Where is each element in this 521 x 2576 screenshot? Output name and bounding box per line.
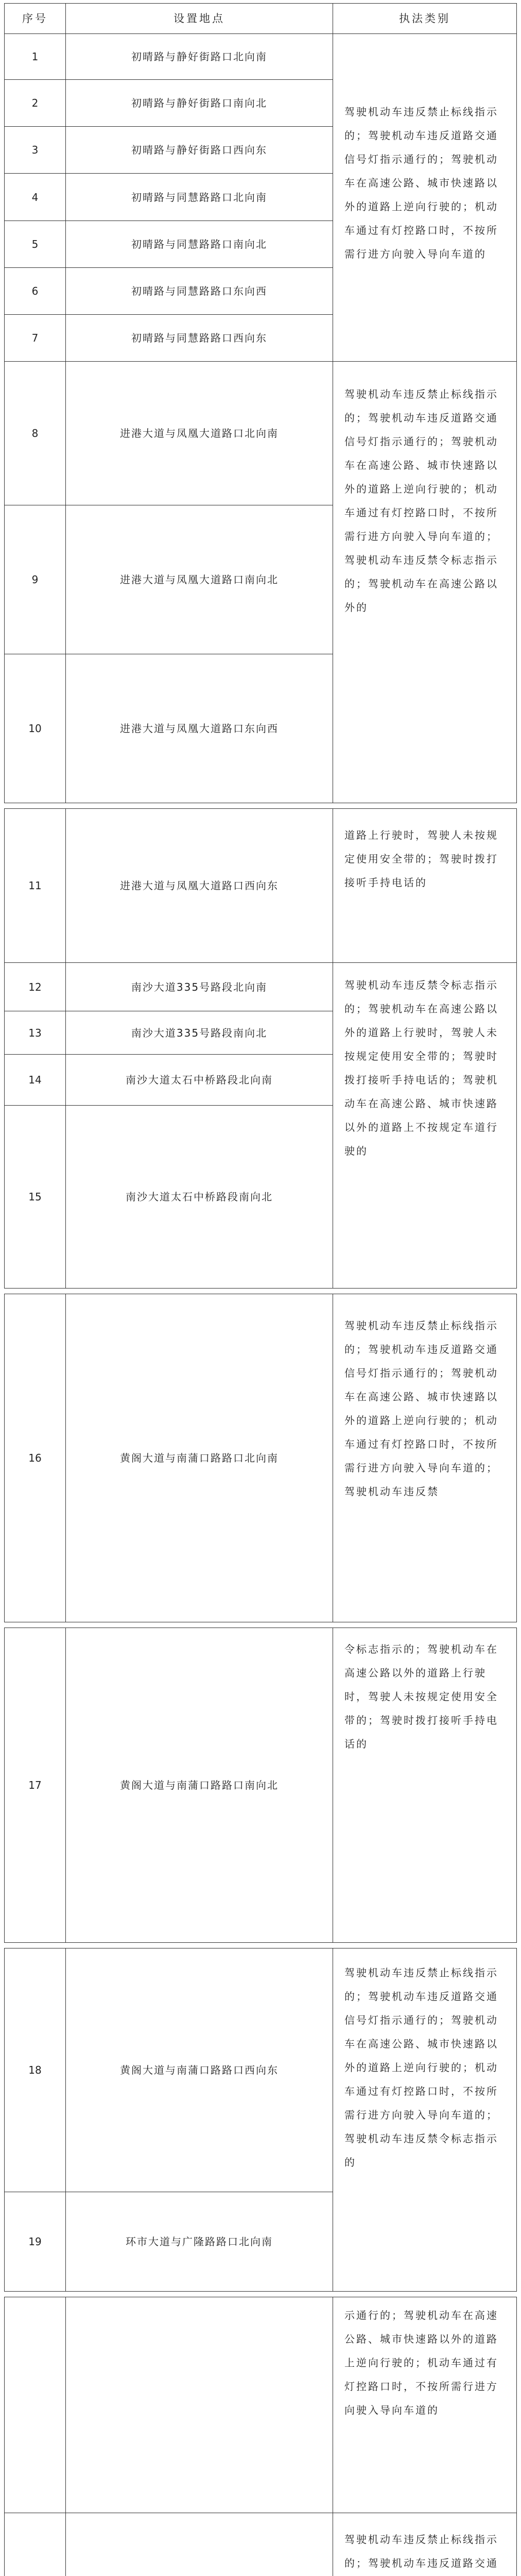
header-category: 执法类别 (333, 3, 517, 34)
row-no-empty (4, 2297, 66, 2513)
row-location: 初晴路与同慧路路口南向北 (65, 221, 333, 268)
row-no: 6 (4, 267, 66, 315)
row-location: 进港大道与凤凰大道路口南向北 (65, 505, 333, 654)
row-location: 初晴路与静好街路口西向东 (65, 126, 333, 174)
row-location: 南沙大道335号路段南向北 (65, 1011, 333, 1055)
category-cell: 驾驶机动车违反禁止标线指示的；驾驶机动车违反道路交通信号灯指示通行的；驾驶机动车在高速公路、城市快速路以外的道路上逆向行驶的；机动车通过有灯控路口时，不按所需行进方向驶入导向车道的；驾驶机动车违反禁 (333, 1294, 517, 1622)
row-no: 7 (4, 314, 66, 362)
row-no: 18 (4, 1948, 66, 2192)
row-no: 2 (4, 79, 66, 127)
row-no (4, 2513, 66, 2576)
row-no: 5 (4, 221, 66, 268)
row-location (65, 2513, 333, 2576)
row-no: 11 (4, 808, 66, 963)
row-location: 进港大道与凤凰大道路口东向西 (65, 654, 333, 803)
row-location: 环市大道与广隆路路口北向南 (65, 2192, 333, 2292)
row-location: 初晴路与同慧路路口北向南 (65, 173, 333, 221)
row-location: 初晴路与静好街路口北向南 (65, 33, 333, 80)
row-no: 12 (4, 962, 66, 1011)
row-location-empty (65, 2297, 333, 2513)
category-cell: 驾驶机动车违反禁止标线指示的；驾驶机动车违反道路交通信号灯指示通行的；驾驶机动车在高速公路、城市快速路以外的道路上逆向行驶的；机动车通过有灯控路口时，不按所需行进方向驶入导向车道的；驾驶机动车违反禁令标志指示的；驾驶机动车在高速公路以外的 (333, 361, 517, 803)
row-no: 10 (4, 654, 66, 803)
category-cell: 驾驶机动车违反禁令标志指示的；驾驶机动车在高速公路以外的道路上行驶时，驾驶人未按规定使用安全带的；驾驶时拨打接听手持电话的；驾驶机动车在高速公路、城市快速路以外的道路上不按规定车道行驶的 (333, 962, 517, 1289)
row-location: 黄阁大道与南蒲口路路口北向南 (65, 1294, 333, 1622)
page-break (4, 1289, 517, 1294)
row-no: 17 (4, 1628, 66, 1943)
row-no: 19 (4, 2192, 66, 2292)
row-location: 进港大道与凤凰大道路口北向南 (65, 361, 333, 505)
row-no: 1 (4, 33, 66, 80)
row-location: 初晴路与同慧路路口东向西 (65, 267, 333, 315)
header-no: 序号 (4, 3, 66, 34)
row-no: 14 (4, 1054, 66, 1106)
row-location: 初晴路与静好街路口南向北 (65, 79, 333, 127)
row-location: 进港大道与凤凰大道路口西向东 (65, 808, 333, 963)
page-break (4, 803, 517, 808)
row-no: 13 (4, 1011, 66, 1055)
row-no: 4 (4, 173, 66, 221)
category-cell: 令标志指示的；驾驶机动车在高速公路以外的道路上行驶时，驾驶人未按规定使用安全带的；驾驶时拨打接听手持电话的 (333, 1628, 517, 1943)
row-location: 黄阁大道与南蒲口路路口南向北 (65, 1628, 333, 1943)
row-no: 8 (4, 361, 66, 505)
row-location: 南沙大道太石中桥路段北向南 (65, 1054, 333, 1106)
category-cell: 驾驶机动车违反禁止标线指示的；驾驶机动车违反道路交通信号灯指示通行的；驾驶机动车在高速公路、城市快速路以外的道路上逆向行驶的；机动车通过有灯控路口时，不按所需行进方向驶入导向车道的 (333, 33, 517, 362)
header-location: 设置地点 (65, 3, 333, 34)
enforcement-table (4, 3, 517, 2576)
row-location: 南沙大道太石中桥路段南向北 (65, 1105, 333, 1289)
category-cell: 驾驶机动车违反禁止标线指示的；驾驶机动车违反道路交通信号灯指示通行的；驾驶机动车在高速公路、城市快速路以外的道路上逆向行驶的；机动车通过有灯控路口时，不按所需行进方向驶入导向车道的；驾驶机动车违反禁令标志指示的 (333, 1948, 517, 2292)
row-no: 16 (4, 1294, 66, 1622)
row-no: 9 (4, 505, 66, 654)
row-location: 南沙大道335号路段北向南 (65, 962, 333, 1011)
row-location: 黄阁大道与南蒲口路路口西向东 (65, 1948, 333, 2192)
page-break (4, 1943, 517, 1948)
page-break (4, 2292, 517, 2297)
page-break (4, 1622, 517, 1628)
row-no: 3 (4, 126, 66, 174)
category-cell: 道路上行驶时，驾驶人未按规定使用安全带的；驾驶时拨打接听手持电话的 (333, 808, 517, 963)
category-cell: 示通行的；驾驶机动车在高速公路、城市快速路以外的道路上逆向行驶的；机动车通过有灯控路口时，不按所需行进方向驶入导向车道的 (333, 2297, 517, 2513)
row-no: 15 (4, 1105, 66, 1289)
row-location: 初晴路与同慧路路口西向东 (65, 314, 333, 362)
category-cell: 驾驶机动车违反禁止标线指示的；驾驶机动车违反道路交通 (333, 2513, 517, 2576)
